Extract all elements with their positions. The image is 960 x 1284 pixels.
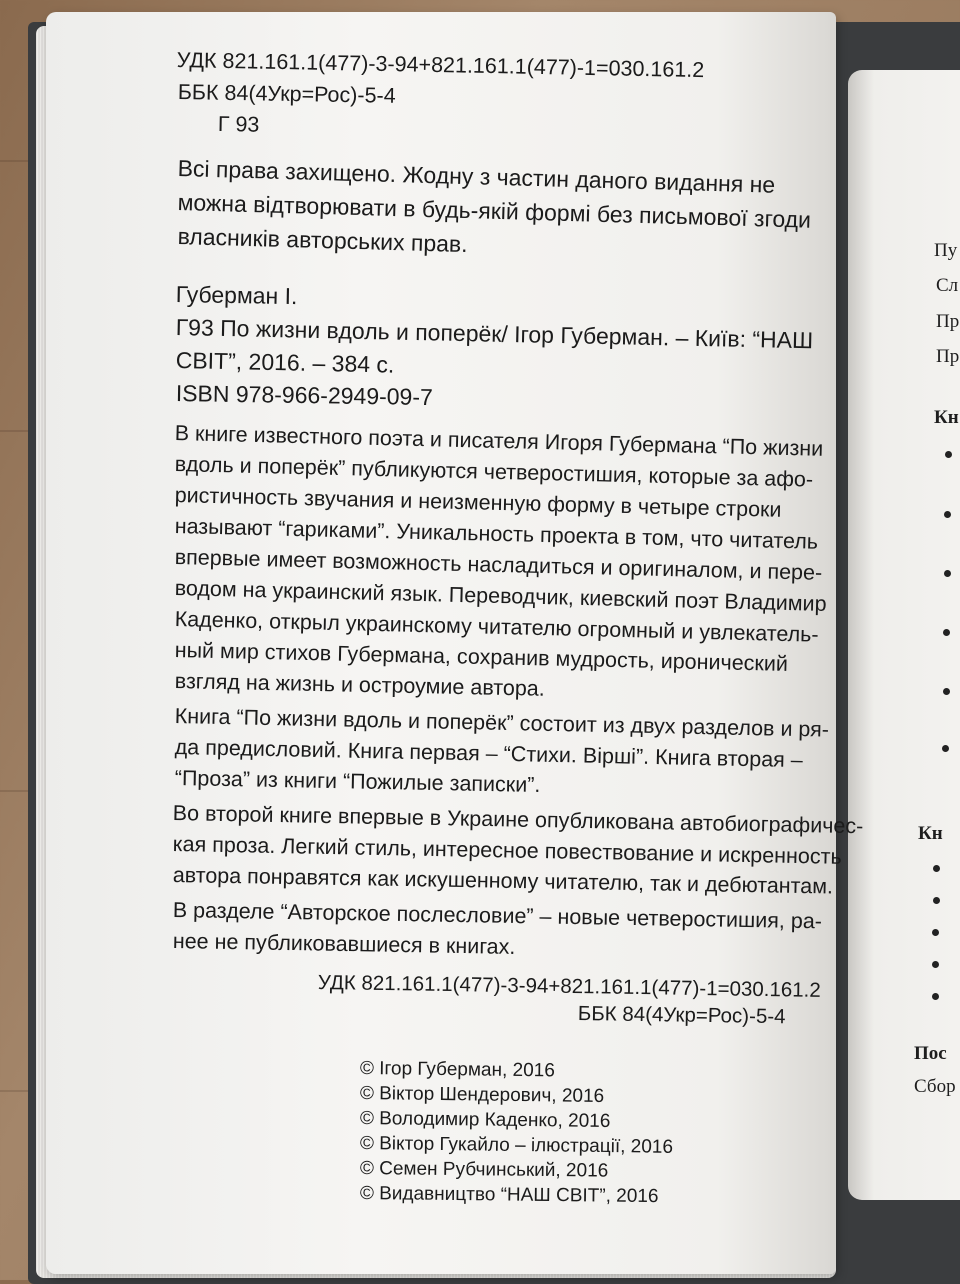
annotation-p1-line-5: впервые имеет возможность насладиться и оригиналом, и пере- xyxy=(174,545,823,585)
bullet-icon xyxy=(932,929,939,936)
rights-line-3: власників авторських прав. xyxy=(177,223,468,258)
rights-line-2: можна відтворювати в будь-якій формі без письмової згоди xyxy=(177,189,812,233)
author-mark: Г 93 xyxy=(217,112,260,137)
annotation-p1-line-9: взгляд на жизнь и остроумие автора. xyxy=(174,669,545,701)
annotation-p1-line-6: водом на украинский язык. Переводчик, киевский поэт Владимир xyxy=(174,576,827,616)
bullet-icon xyxy=(945,451,952,458)
catalog-title-line-2: СВІТ”, 2016. – 384 с. xyxy=(175,347,395,378)
annotation-p3-line-1: Во второй книге впервые в Украине опубликована автобиографичес- xyxy=(172,801,864,839)
right-heading-3: Пос xyxy=(914,1043,947,1064)
annotation-p4-line-1: В разделе “Авторское послесловие” – новые четверостишия, ра- xyxy=(172,898,823,934)
udk-code: УДК 821.161.1(477)-3-94+821.161.1(477)-1=030.161.2 xyxy=(176,48,705,83)
footer-bbk-code: ББК 84(4Укр=Рос)-5-4 xyxy=(577,1002,786,1029)
bullet-icon xyxy=(933,865,940,872)
right-heading-2: Кн xyxy=(918,823,943,844)
catalog-author: Губерман І. xyxy=(175,281,298,310)
copyright-line-1: © Ігор Губерман, 2016 xyxy=(359,1058,555,1082)
annotation-p1-line-7: Каденко, открыл украинскому читателю огромный и увлекатель- xyxy=(174,607,819,647)
annotation-p2-line-2: да предисловий. Книга первая – “Стихи. Вірші”. Книга вторая – xyxy=(174,735,804,773)
bullet-icon xyxy=(944,511,951,518)
bullet-icon xyxy=(933,897,940,904)
right-line-2: Сл xyxy=(936,275,959,296)
right-line-1: Пу xyxy=(934,240,958,261)
annotation-p1-line-3: ристичность звучания и неизменную форму в четыре строки xyxy=(174,483,782,522)
annotation-p2-line-3: “Проза” из книги “Пожилые записки”. xyxy=(174,766,541,798)
rights-line-1: Всі права захищено. Жодну з частин даного видання не xyxy=(177,155,776,198)
right-line-5: Сбор xyxy=(914,1076,956,1097)
annotation-p3-line-3: автора понравятся как искушенному читателю, так и дебютантам. xyxy=(172,863,834,899)
right-line-4: Пр xyxy=(936,346,960,367)
bullet-icon xyxy=(944,570,951,577)
bullet-icon xyxy=(932,961,939,968)
footer-udk-code: УДК 821.161.1(477)-3-94+821.161.1(477)-1=030.161.2 xyxy=(317,971,821,1002)
bullet-icon xyxy=(942,745,949,752)
copyright-line-4: © Віктор Гукайло – ілюстрації, 2016 xyxy=(359,1133,674,1158)
right-heading-1: Кн xyxy=(934,407,959,428)
annotation-p1-line-8: ный мир стихов Губермана, сохранив мудрость, иронический xyxy=(174,638,789,676)
annotation-p3-line-2: кая проза. Легкий стиль, интересное повествование и искренность xyxy=(172,832,842,869)
bbk-code: ББК 84(4Укр=Рос)-5-4 xyxy=(177,80,396,108)
copyright-line-2: © Віктор Шендерович, 2016 xyxy=(359,1083,605,1107)
catalog-isbn: ISBN 978-966-2949-09-7 xyxy=(175,380,433,411)
copyright-line-5: © Семен Рубчинський, 2016 xyxy=(359,1158,609,1182)
catalog-title-line-1: Г93 По жизни вдоль и поперёк/ Ігор Губерман. – Київ: “НАШ xyxy=(175,314,814,354)
right-line-3: Пр xyxy=(936,311,960,332)
annotation-p1-line-1: В книге известного поэта и писателя Игоря Губермана “По жизни xyxy=(174,421,824,461)
copyright-line-3: © Володимир Каденко, 2016 xyxy=(359,1108,611,1133)
copyright-line-6: © Видавництво “НАШ СВІТ”, 2016 xyxy=(359,1183,659,1208)
annotation-p1-line-4: называют “гариками”. Уникальность проекта в том, что читатель xyxy=(174,514,819,554)
bullet-icon xyxy=(943,629,950,636)
annotation-p2-line-1: Книга “По жизни вдоль и поперёк” состоит из двух разделов и ря- xyxy=(174,704,830,742)
bullet-icon xyxy=(932,993,939,1000)
bullet-icon xyxy=(943,688,950,695)
annotation-p4-line-2: нее не публиковавшиеся в книгах. xyxy=(172,929,516,959)
annotation-p1-line-2: вдоль и поперёк” публикуются четверостишия, которые за афо- xyxy=(174,452,814,492)
